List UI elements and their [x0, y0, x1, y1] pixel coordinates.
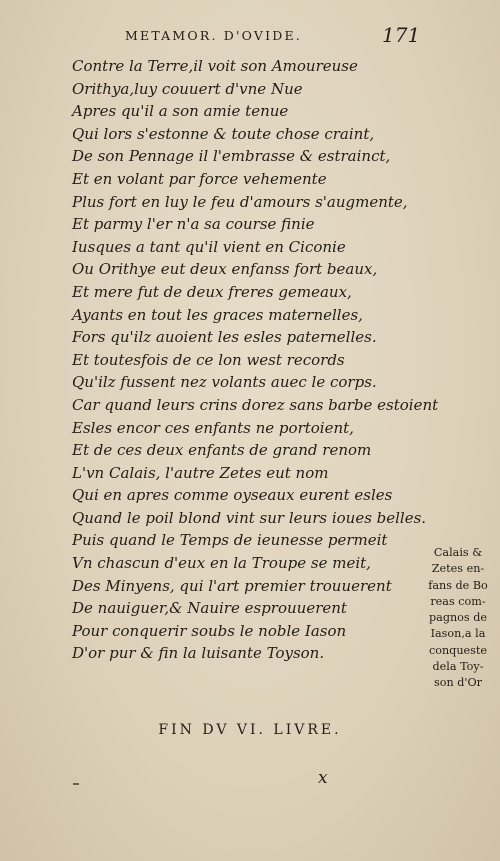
verse-line: Apres qu'il a son amie tenue: [72, 102, 289, 121]
verse-line: Iusques a tant qu'il vient en Ciconie: [72, 237, 346, 256]
marginal-note-line: son d'Or: [434, 676, 482, 690]
signature-mark: x: [318, 768, 328, 788]
marginal-note-line: pagnos de: [428, 611, 487, 625]
verse-line: Ayants en tout les graces maternelles,: [72, 305, 363, 324]
verse-line: Car quand leurs crins dorez sans barbe estoient: [72, 395, 439, 414]
marginal-note-line: Iason,a la: [430, 627, 486, 641]
verse-line: Contre la Terre,il voit son Amoureuse: [72, 57, 358, 75]
verse-line: Qu'ilz fussent nez volants auec le corps.: [72, 373, 377, 392]
verse-line: Fors qu'ilz auoient les esles paternelles.: [72, 328, 377, 347]
verse-line: Qui lors s'estonne & toute chose craint,: [72, 124, 375, 143]
marginal-note-line: fans de Bo: [428, 578, 488, 592]
verse-line: Et parmy l'er n'a sa course finie: [72, 215, 315, 234]
running-head: METAMOR. D'OVIDE.: [125, 28, 302, 43]
verse-line: De nauiguer,& Nauire esprouuerent: [72, 599, 347, 618]
verse-line: D'or pur & fin la luisante Toyson.: [72, 644, 325, 663]
page-header: [0, 23, 500, 50]
verse-line: Et de ces deux enfants de grand renom: [72, 441, 372, 460]
marginal-note-line: conqueste: [428, 643, 488, 657]
page-number: 171: [382, 23, 421, 47]
verse-line: Et en volant par force vehemente: [72, 169, 327, 188]
verse-block: [72, 55, 439, 665]
marginal-note-line: reas com-: [430, 594, 486, 608]
verse-line: Et mere fut de deux freres gemeaux,: [72, 282, 352, 301]
verse-line: Puis quand le Temps de ieunesse permeit: [72, 531, 388, 550]
verse-line: Plus fort en luy le feu d'amours s'augmente,: [72, 192, 408, 211]
verse-line: Ou Orithye eut deux enfanss fort beaux,: [72, 260, 378, 279]
verse-line: Des Minyens, qui l'art premier trouuerent: [72, 576, 392, 595]
verse-line: Pour conquerir soubs le noble Iason: [72, 621, 347, 640]
marginal-note: [418, 545, 498, 692]
marginal-note-line: dela Toy-: [432, 660, 484, 674]
verse-line: Qui en apres comme oyseaux eurent esles: [72, 486, 393, 505]
verse-line: De son Pennage il l'embrasse & estrainct,: [72, 147, 391, 166]
marginal-note-line: Zetes en-: [431, 562, 485, 576]
verse-line: L'vn Calais, l'autre Zetes eut nom: [72, 463, 329, 482]
verse-line: Vn chascun d'eux en la Troupe se meit,: [72, 554, 371, 573]
verse-line: Et toutesfois de ce lon west records: [72, 350, 345, 369]
verse-line: Orithya,luy couuert d'vne Nue: [72, 79, 303, 98]
marginal-note-line: Calais &: [433, 546, 483, 559]
book-end-colophon: FIN DV VI. LIVRE.: [158, 722, 342, 738]
verse-line: Esles encor ces enfants ne portoient,: [72, 418, 354, 437]
verse-line: Quand le poil blond vint sur leurs ioues belles.: [72, 508, 427, 527]
printer-mark: [73, 783, 79, 785]
